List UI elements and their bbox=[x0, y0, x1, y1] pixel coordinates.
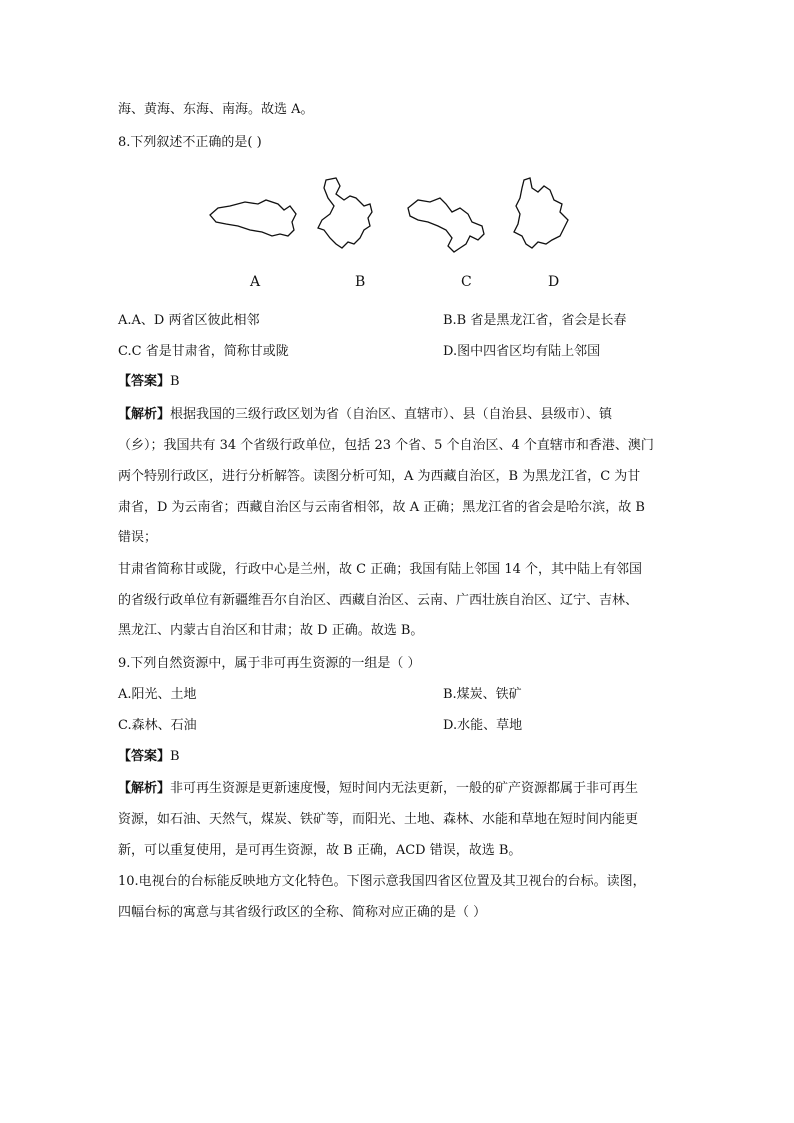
q8-option-c: C.C 省是甘肃省，简称甘或陇 bbox=[118, 344, 289, 359]
map-a-outline bbox=[210, 200, 296, 236]
map-b-outline bbox=[318, 178, 372, 248]
q8-analysis-line-5: 错误； bbox=[118, 530, 158, 545]
q9-answer bbox=[118, 747, 180, 767]
q9-analysis-text-1: 非可再生资源是更新速度慢，短时间内无法更新，一般的矿产资源都属于非可再生 bbox=[170, 781, 639, 796]
q10-stem-line-2: 四幅台标的寓意与其省级行政区的全称、简称对应正确的是（ ） bbox=[118, 905, 487, 920]
map-d-outline bbox=[514, 178, 568, 248]
map-c-outline bbox=[408, 198, 484, 252]
q8-answer-value: B bbox=[170, 374, 180, 389]
q9-analysis-line-2: 资源，如石油、天然气，煤炭、铁矿等，而阳光、土地、森林、水能和草地在短时间内能更 bbox=[118, 812, 639, 827]
q8-analysis-line-3: 两个特别行政区，进行分析解答。读图分析可知，A 为西藏自治区，B 为黑龙江省，C 为甘 bbox=[118, 469, 641, 484]
q8-option-a: A.A、D 两省区彼此相邻 bbox=[118, 313, 260, 328]
map-label-a: A bbox=[250, 274, 261, 290]
q8-answer-tag: 【答案】 bbox=[118, 374, 171, 389]
map-label-d: D bbox=[548, 274, 560, 290]
q10-stem-line-1: 10.电视台的台标能反映地方文化特色。下图示意我国四省区位置及其卫视台的台标。读图， bbox=[118, 874, 646, 889]
q9-option-b: B.煤炭、铁矿 bbox=[443, 687, 522, 702]
q8-analysis-line-6: 甘肃省简称甘或陇，行政中心是兰州，故 C 正确；我国有陆上邻国 14 个，其中陆上有邻国 bbox=[118, 562, 643, 577]
q9-answer-tag: 【答案】 bbox=[118, 749, 171, 764]
q9-stem: 9.下列自然资源中，属于非可再生资源的一组是（ ） bbox=[118, 656, 421, 671]
q9-analysis-line-1 bbox=[118, 779, 638, 799]
q9-option-c: C.森林、石油 bbox=[118, 718, 197, 733]
q8-analysis-text-1: 根据我国的三级行政区划为省（自治区、直辖市）、县（自治县、县级市）、镇 bbox=[170, 407, 613, 422]
q9-analysis-line-3: 新，可以重复使用，是可再生资源，故 B 正确，ACD 错误，故选 B。 bbox=[118, 843, 522, 858]
q8-analysis-line-8: 黑龙江、内蒙古自治区和甘肃；故 D 正确。故选 B。 bbox=[118, 623, 424, 638]
province-maps bbox=[200, 170, 600, 295]
map-label-c: C bbox=[461, 274, 472, 290]
q8-analysis-line-1 bbox=[118, 405, 612, 425]
q8-analysis-tag: 【解析】 bbox=[118, 407, 171, 422]
q8-analysis-line-7: 的省级行政单位有新疆维吾尔自治区、西藏自治区、云南、广西壮族自治区、辽宁、吉林、 bbox=[118, 593, 639, 608]
q8-option-b: B.B 省是黑龙江省，省会是长春 bbox=[443, 313, 627, 328]
q9-analysis-tag: 【解析】 bbox=[118, 781, 171, 796]
map-label-b: B bbox=[355, 274, 366, 290]
q8-analysis-line-2: （乡）；我国共有 34 个省级行政单位，包括 23 个省、5 个自治区、4 个直辖市和香港、澳门 bbox=[118, 438, 654, 453]
intro-line: 海、黄海、东海、南海。故选 A。 bbox=[118, 102, 314, 117]
q9-option-d: D.水能、草地 bbox=[443, 718, 523, 733]
q9-answer-value: B bbox=[170, 749, 180, 764]
q9-option-a: A.阳光、土地 bbox=[118, 687, 197, 702]
q8-option-d: D.图中四省区均有陆上邻国 bbox=[443, 344, 601, 359]
q8-answer bbox=[118, 372, 180, 392]
q8-analysis-line-4: 肃省，D 为云南省；西藏自治区与云南省相邻，故 A 正确；黑龙江省的省会是哈尔滨，故 B bbox=[118, 500, 645, 515]
q8-stem: 8.下列叙述不正确的是( ) bbox=[118, 135, 262, 150]
